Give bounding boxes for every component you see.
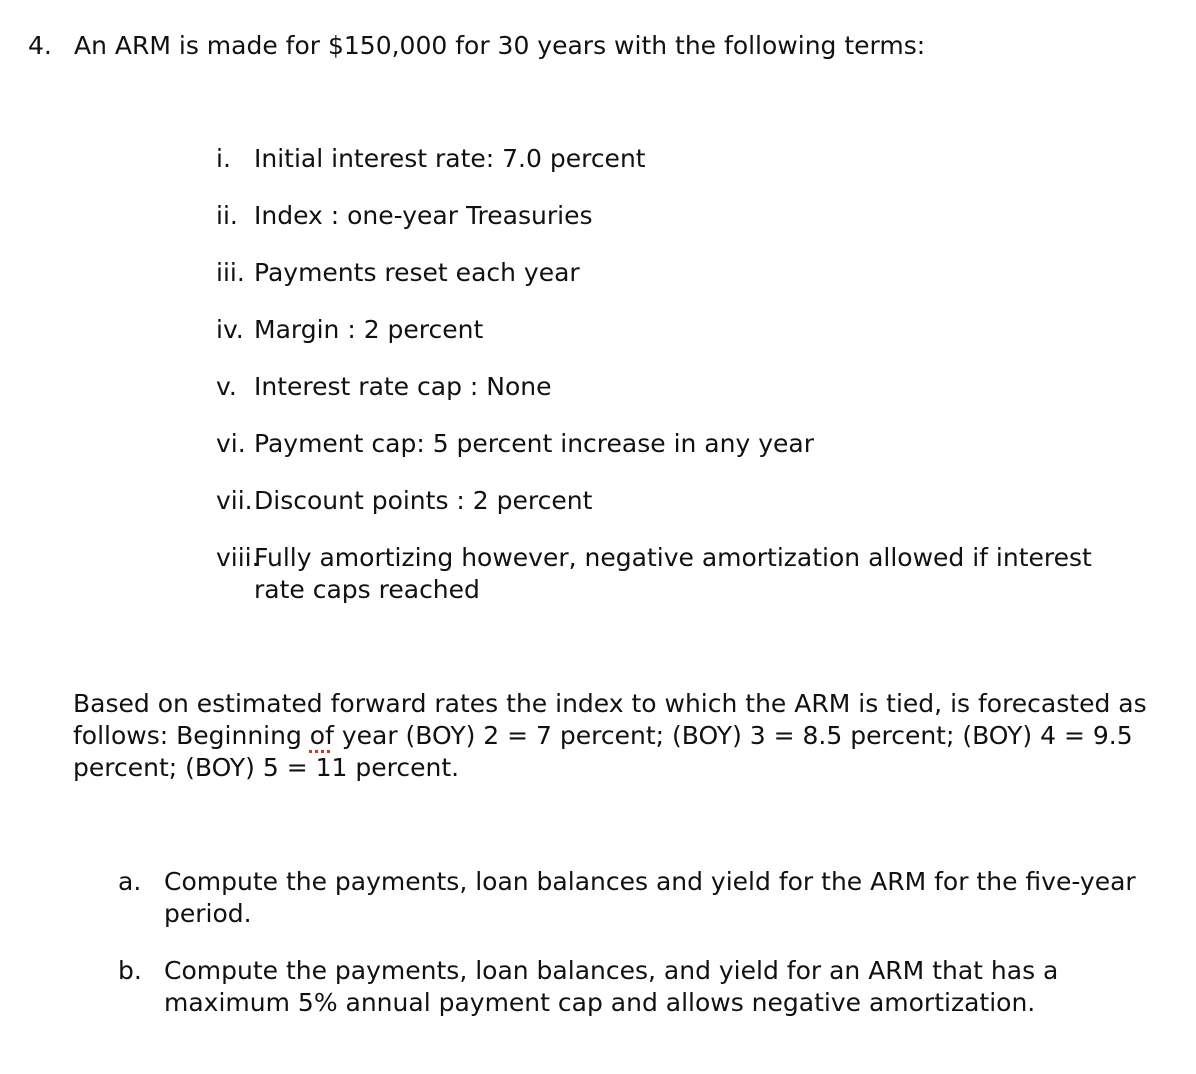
task-item: [118, 866, 1178, 930]
term-text: Fully amortizing however, negative amortization allowed if interest rate caps reached: [254, 543, 1092, 604]
term-text: Initial interest rate: 7.0 percent: [254, 144, 646, 173]
term-numeral: ii.: [216, 201, 238, 230]
question-number: 4.: [28, 31, 52, 60]
task-letter: a.: [118, 867, 142, 896]
term-item: [216, 257, 1176, 314]
term-text: Payment cap: 5 percent increase in any year: [254, 429, 814, 458]
tasks-list: [118, 866, 1178, 1044]
term-numeral: iv.: [216, 315, 244, 344]
term-numeral: vi.: [216, 429, 246, 458]
term-item: [216, 428, 1176, 485]
question-text: An ARM is made for $150,000 for 30 years with the following terms:: [74, 31, 926, 60]
term-numeral: iii.: [216, 258, 245, 287]
task-letter: b.: [118, 956, 142, 985]
term-text: Interest rate cap : None: [254, 372, 552, 401]
forecast-text-start: Based on estimated forward rates the index to which the ARM is tied, is forecasted as follows: Beginning: [73, 689, 1147, 750]
term-text: Discount points : 2 percent: [254, 486, 593, 515]
term-text: Index : one-year Treasuries: [254, 201, 593, 230]
term-text: Payments reset each year: [254, 258, 580, 287]
task-text: Compute the payments, loan balances, and yield for an ARM that has a maximum 5% annual payment cap and allows negative amortization.: [164, 956, 1059, 1017]
forecast-text-end: year (BOY) 2 = 7 percent; (BOY) 3 = 8.5 percent; (BOY) 4 = 9.5 percent; (BOY) 5 = 11 percent.: [73, 721, 1133, 782]
term-item: [216, 371, 1176, 428]
term-item: [216, 143, 1176, 200]
term-numeral: i.: [216, 144, 231, 173]
term-text: Margin : 2 percent: [254, 315, 484, 344]
terms-list: [216, 143, 1176, 604]
task-item: [118, 955, 1178, 1019]
term-item: [216, 542, 1176, 604]
term-numeral: v.: [216, 372, 237, 401]
term-numeral: viii.: [216, 543, 260, 572]
task-text: Compute the payments, loan balances and yield for the ARM for the five-year period.: [164, 867, 1136, 928]
term-item: [216, 485, 1176, 542]
term-item: [216, 314, 1176, 371]
term-item: [216, 200, 1176, 257]
term-numeral: vii.: [216, 486, 253, 515]
question-header: [28, 30, 1168, 62]
forecast-paragraph: [73, 688, 1173, 784]
spellcheck-flagged-word[interactable]: of: [309, 721, 334, 750]
